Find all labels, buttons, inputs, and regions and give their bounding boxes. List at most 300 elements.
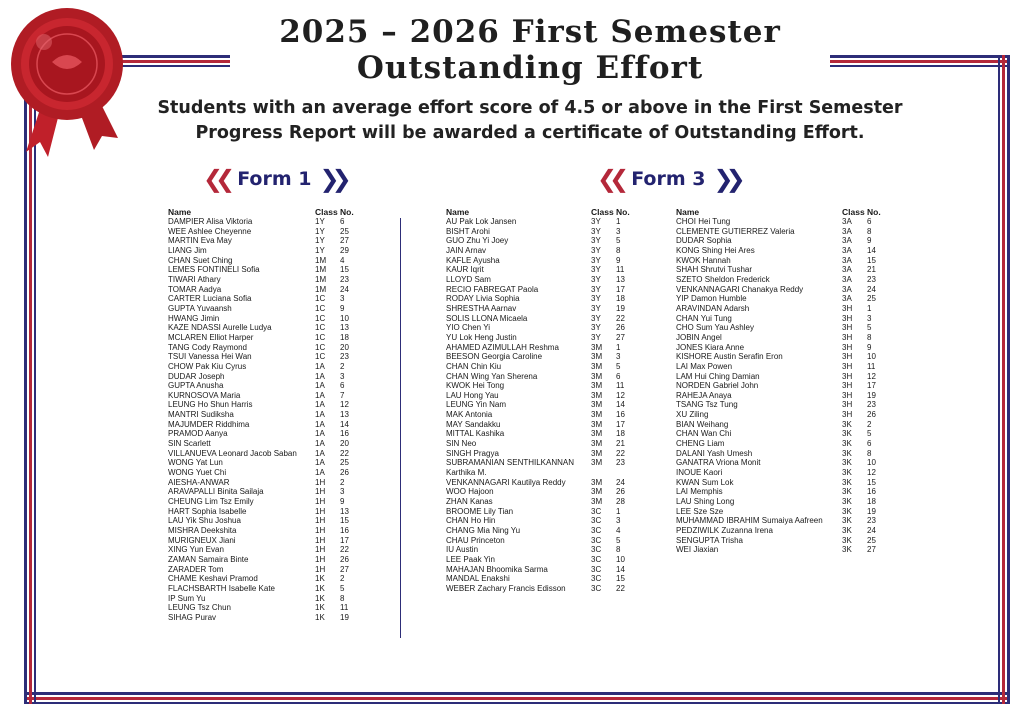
form-3-label: Form 3: [631, 168, 706, 190]
student-number: 25: [867, 294, 876, 304]
header-class: Class: [315, 207, 338, 217]
student-class: 3C: [591, 535, 602, 545]
student-class: 1A: [315, 439, 325, 449]
student-class: 1Y: [315, 217, 325, 226]
student-class: 3Y: [591, 332, 601, 342]
student-name: MCLAREN Elliot Harper: [168, 332, 254, 342]
student-class: 3M: [591, 371, 603, 381]
table-row: [446, 545, 640, 555]
table-row: [676, 478, 891, 488]
student-class: 3K: [842, 458, 852, 468]
form-1-label: Form 1: [237, 168, 312, 190]
student-number: 17: [867, 381, 876, 391]
table-row: [676, 314, 891, 324]
student-name: MITTAL Kashika: [446, 429, 505, 439]
student-name: MAK Antonia: [446, 410, 493, 420]
student-number: 9: [340, 497, 345, 507]
student-name: JAIN Arnav: [446, 245, 487, 255]
table-row: [446, 265, 640, 275]
table-row: [168, 323, 364, 333]
student-class: 1H: [315, 477, 326, 487]
student-name: RECIO FABREGAT Paola: [446, 284, 539, 294]
student-class: 1C: [315, 313, 326, 323]
student-name: LAI Memphis: [676, 487, 723, 497]
table-row: [168, 487, 364, 497]
student-name: CHAN Chin Kiu: [446, 361, 502, 371]
wax-seal-icon: [4, 2, 134, 162]
student-class: 1A: [315, 468, 325, 478]
table-row: [446, 362, 640, 372]
student-number: 5: [616, 535, 621, 545]
table-row: [168, 594, 364, 604]
student-class: 1A: [315, 371, 325, 381]
table-row: [168, 236, 364, 246]
student-name: SUBRAMANIAN SENTHILKANNAN: [446, 458, 575, 468]
student-number: 6: [616, 371, 621, 381]
student-number: 13: [340, 323, 349, 333]
table-row: [168, 507, 364, 517]
header-no: No.: [867, 207, 881, 217]
student-class: 3Y: [591, 226, 601, 236]
table-row: [168, 545, 364, 555]
student-number: 18: [340, 332, 349, 342]
student-class: 1C: [315, 352, 326, 362]
table-row: [168, 372, 364, 382]
table-row: [676, 516, 891, 526]
table-row: [168, 227, 364, 237]
student-class: [591, 468, 616, 478]
table-row: [168, 362, 364, 372]
student-class: 1Y: [315, 236, 325, 246]
student-number: 15: [867, 477, 876, 487]
table-row: [446, 333, 640, 343]
subtitle: [120, 96, 940, 146]
student-class: 3H: [842, 332, 853, 342]
student-name: DALANI Yash Umesh: [676, 448, 753, 458]
student-number: 23: [340, 352, 349, 362]
student-class: 3A: [842, 284, 852, 294]
student-class: 3A: [842, 274, 852, 284]
table-header-row: [168, 207, 364, 217]
student-name: KONG Shing Hei Ares: [676, 245, 755, 255]
bottom-border-red: [24, 697, 1010, 700]
student-name: IU Austin: [446, 545, 479, 555]
student-number: 2: [867, 419, 872, 429]
table-row: [676, 362, 891, 372]
table-row: [676, 545, 891, 555]
student-class: 3Y: [591, 323, 601, 333]
student-number: 9: [867, 236, 872, 246]
student-name: MAJUMDER Riddhima: [168, 419, 250, 429]
student-class: 1M: [315, 274, 327, 284]
student-class: 3Y: [591, 284, 601, 294]
table-row: [676, 400, 891, 410]
student-class: 1C: [315, 323, 326, 333]
student-name: FLACHSBARTH Isabelle Kate: [168, 583, 276, 593]
table-row: [446, 275, 640, 285]
student-name: WOO Hajoon: [446, 487, 494, 497]
student-number: 6: [340, 217, 345, 226]
table-row: [446, 497, 640, 507]
table-row: [168, 516, 364, 526]
student-class: 3A: [842, 265, 852, 275]
table-row: [446, 314, 640, 324]
student-number: 23: [867, 516, 876, 526]
student-name: WONG Yuet Chi: [168, 468, 227, 478]
student-class: 1C: [315, 294, 326, 304]
student-name: LEE Sze Sze: [676, 506, 724, 516]
student-number: 4: [616, 526, 621, 535]
student-class: 1K: [315, 603, 325, 613]
student-name: ZARADER Tom: [168, 564, 224, 574]
student-number: 5: [867, 323, 872, 333]
student-name: LEUNG Yin Nam: [446, 400, 507, 410]
student-name: BISHT Arohi: [446, 226, 490, 236]
bottom-border-navy: [24, 692, 1010, 695]
student-number: 14: [616, 400, 625, 410]
table-row: [446, 352, 640, 362]
table-row: [168, 381, 364, 391]
table-row: [168, 304, 364, 314]
student-class: 1H: [315, 487, 326, 497]
table-row: [676, 285, 891, 295]
table-row: [168, 410, 364, 420]
student-number: 27: [340, 564, 349, 574]
table-row: [168, 468, 364, 478]
student-name: LAU Yik Shu Joshua: [168, 516, 241, 526]
student-name: JONES Kiara Anne: [676, 342, 745, 352]
student-name: CHOW Pak Kiu Cyrus: [168, 361, 247, 371]
student-number: 13: [340, 410, 349, 420]
table-row: [168, 478, 364, 488]
student-name: GUO Zhu Yi Joey: [446, 236, 509, 246]
form-3-table-left: [446, 207, 640, 594]
table-row: [676, 497, 891, 507]
student-class: 3K: [842, 497, 852, 507]
student-name: MARTIN Eva May: [168, 236, 232, 246]
student-name: TANG Cody Raymond: [168, 342, 247, 352]
student-class: 1H: [315, 516, 326, 526]
student-class: 1H: [315, 506, 326, 516]
student-name: ZAMAN Samaira Binte: [168, 554, 249, 564]
student-class: 1K: [315, 583, 325, 593]
table-row: [446, 381, 640, 391]
table-row: [168, 343, 364, 353]
student-number: 24: [340, 284, 349, 294]
student-number: 1: [616, 217, 621, 226]
student-number: 5: [867, 429, 872, 439]
table-row: [446, 256, 640, 266]
student-number: 13: [616, 274, 625, 284]
student-class: 3K: [842, 448, 852, 458]
student-class: 3Y: [591, 294, 601, 304]
student-class: 3K: [842, 477, 852, 487]
student-number: 23: [867, 400, 876, 410]
student-name: YIP Damon Humble: [676, 294, 747, 304]
table-row: [446, 391, 640, 401]
table-row: [446, 487, 640, 497]
table-row: [676, 487, 891, 497]
student-name: KWOK Hei Tong: [446, 381, 505, 391]
table-row: [446, 555, 640, 565]
table-row: [676, 449, 891, 459]
student-name: KISHORE Austin Serafin Eron: [676, 352, 783, 362]
student-class: 3K: [842, 419, 852, 429]
student-number: 19: [616, 303, 625, 313]
student-name: CHAN Yui Tung: [676, 313, 732, 323]
student-number: 26: [340, 554, 349, 564]
table-row: [446, 420, 640, 430]
student-name: KURNOSOVA Maria: [168, 390, 241, 400]
table-row: [446, 468, 640, 478]
student-number: 6: [867, 217, 872, 226]
header-name: Name: [446, 207, 470, 217]
table-row: [168, 613, 364, 623]
table-header-row: [676, 207, 891, 217]
table-row: [446, 429, 640, 439]
student-number: 14: [340, 419, 349, 429]
student-number: 2: [340, 477, 345, 487]
table-row: [168, 333, 364, 343]
table-row: [446, 565, 640, 575]
student-name: LIANG Jim: [168, 245, 207, 255]
student-number: 15: [340, 516, 349, 526]
student-number: 3: [340, 487, 345, 497]
student-name: SOLIS LLONA Micaela: [446, 313, 528, 323]
student-class: 1H: [315, 526, 326, 535]
student-class: 3A: [842, 236, 852, 246]
student-number: 26: [867, 410, 876, 420]
table-row: [168, 584, 364, 594]
student-class: 3K: [842, 468, 852, 478]
table-row: [446, 217, 640, 227]
student-name: MANTRI Sudiksha: [168, 410, 234, 420]
student-name: KAFLE Ayusha: [446, 255, 500, 265]
student-class: 3C: [591, 554, 602, 564]
title-line-2: Outstanding Effort: [356, 50, 704, 86]
student-name: CHAU Princeton: [446, 535, 505, 545]
student-class: 1H: [315, 535, 326, 545]
student-class: 3H: [842, 303, 853, 313]
table-row: [446, 227, 640, 237]
student-number: 17: [616, 284, 625, 294]
student-class: 3M: [591, 352, 603, 362]
student-class: 3M: [591, 487, 603, 497]
student-name: AIESHA-ANWAR: [168, 477, 230, 487]
student-number: 3: [867, 313, 872, 323]
student-number: 3: [340, 294, 345, 304]
student-class: 3M: [591, 439, 603, 449]
table-row: [446, 400, 640, 410]
student-name: CHAN Wing Yan Sherena: [446, 371, 538, 381]
student-class: 3Y: [591, 274, 601, 284]
student-number: 7: [340, 390, 345, 400]
student-number: 11: [616, 381, 625, 391]
student-name: RODAY Livia Sophia: [446, 294, 520, 304]
student-name: INOUE Kaori: [676, 468, 723, 478]
student-class: 3K: [842, 526, 852, 535]
student-number: 20: [340, 342, 349, 352]
student-name: WEBER Zachary Francis Edisson: [446, 583, 566, 593]
student-class: 1A: [315, 458, 325, 468]
title-line-1: 2025 – 2026 First Semester: [279, 14, 781, 50]
student-name: CHENG Liam: [676, 439, 725, 449]
student-class: 1K: [315, 612, 325, 622]
student-name: SZETO Sheldon Frederick: [676, 274, 770, 284]
table-row: [168, 275, 364, 285]
student-number: 28: [616, 497, 625, 507]
student-number: 12: [867, 468, 876, 478]
student-class: 3H: [842, 352, 853, 362]
student-name: TSUI Vanessa Hei Wan: [168, 352, 252, 362]
student-number: [616, 468, 640, 478]
student-number: 13: [340, 506, 349, 516]
student-class: 3H: [842, 342, 853, 352]
student-number: 22: [616, 313, 625, 323]
table-row: [168, 497, 364, 507]
table-row: [676, 323, 891, 333]
student-name: SIN Neo: [446, 439, 477, 449]
student-name: NORDEN Gabriel John: [676, 381, 759, 391]
student-class: 1C: [315, 303, 326, 313]
table-row: [446, 584, 640, 594]
chevron-right-icon: ❯❯: [319, 165, 344, 193]
student-class: 3H: [842, 381, 853, 391]
student-name: KWOK Hannah: [676, 255, 731, 265]
student-class: 3C: [591, 574, 602, 584]
student-number: 9: [616, 255, 621, 265]
table-row: [676, 256, 891, 266]
student-number: 2: [340, 361, 345, 371]
table-row: [446, 439, 640, 449]
student-name: Karthika M.: [446, 468, 487, 478]
table-row: [168, 217, 364, 227]
student-name: DUDAR Joseph: [168, 371, 225, 381]
student-name: GUPTA Anusha: [168, 381, 224, 391]
table-row: [446, 526, 640, 536]
student-name: TOMAR Aadya: [168, 284, 222, 294]
student-number: 8: [867, 226, 872, 236]
student-number: 14: [867, 245, 876, 255]
table-row: [676, 526, 891, 536]
table-row: [676, 352, 891, 362]
page-title: [230, 14, 830, 86]
student-name: RAHEJA Anaya: [676, 390, 732, 400]
table-row: [446, 294, 640, 304]
student-name: AU Pak Lok Jansen: [446, 217, 517, 226]
table-row: [676, 458, 891, 468]
student-name: CARTER Luciana Sofia: [168, 294, 252, 304]
table-row: [168, 439, 364, 449]
student-name: XU Ziling: [676, 410, 709, 420]
student-class: 3C: [591, 564, 602, 574]
student-number: 16: [340, 429, 349, 439]
student-name: BEESON Georgia Caroline: [446, 352, 543, 362]
student-name: MISHRA Deekshita: [168, 526, 237, 535]
student-name: KAUR Iqrit: [446, 265, 484, 275]
student-class: 3K: [842, 535, 852, 545]
table-row: [676, 227, 891, 237]
student-name: WEI Jiaxian: [676, 545, 719, 555]
student-name: KWAN Sum Lok: [676, 477, 734, 487]
student-number: 5: [616, 361, 621, 371]
right-border-red: [1002, 55, 1005, 704]
student-number: 17: [340, 535, 349, 545]
student-class: 3M: [591, 419, 603, 429]
table-row: [676, 275, 891, 285]
student-number: 23: [867, 274, 876, 284]
chevron-right-icon: ❯❯: [713, 165, 738, 193]
table-row: [168, 555, 364, 565]
student-class: 1A: [315, 429, 325, 439]
student-number: 22: [340, 448, 349, 458]
table-row: [676, 507, 891, 517]
student-name: TIWARI Athary: [168, 274, 221, 284]
student-name: ARAVINDAN Adarsh: [676, 303, 750, 313]
student-class: 3M: [591, 477, 603, 487]
student-name: PRAMOD Aanya: [168, 429, 228, 439]
student-number: 19: [867, 390, 876, 400]
header-no: No.: [616, 207, 630, 217]
student-class: 3M: [591, 390, 603, 400]
student-number: 8: [340, 593, 345, 603]
header-name: Name: [676, 207, 700, 217]
student-class: 1K: [315, 593, 325, 603]
table-row: [676, 372, 891, 382]
student-class: 3A: [842, 255, 852, 265]
student-class: 3C: [591, 583, 602, 593]
student-number: 9: [340, 303, 345, 313]
column-divider: [400, 218, 401, 638]
form-3-heading: [597, 165, 738, 193]
student-number: 23: [340, 274, 349, 284]
student-name: MAY Sandakku: [446, 419, 501, 429]
student-number: 18: [616, 429, 625, 439]
student-number: 20: [340, 439, 349, 449]
student-number: 22: [340, 545, 349, 555]
table-row: [446, 372, 640, 382]
student-number: 3: [616, 226, 621, 236]
student-number: 4: [340, 255, 345, 265]
header-class: Class: [842, 207, 865, 217]
student-number: 25: [340, 226, 349, 236]
student-name: KAZE NDASSI Aurelle Ludya: [168, 323, 272, 333]
student-number: 24: [616, 477, 625, 487]
student-class: 3M: [591, 381, 603, 391]
table-row: [446, 236, 640, 246]
student-number: 5: [616, 236, 621, 246]
student-name: SHAH Shrutvi Tushar: [676, 265, 753, 275]
student-class: 1M: [315, 284, 327, 294]
student-name: LLOYD Sam: [446, 274, 491, 284]
table-row: [168, 458, 364, 468]
student-name: LEUNG Tsz Chun: [168, 603, 231, 613]
student-class: 3K: [842, 516, 852, 526]
student-class: 3K: [842, 429, 852, 439]
student-number: 16: [340, 526, 349, 535]
student-class: 3H: [842, 371, 853, 381]
student-name: LEE Paak Yin: [446, 554, 495, 564]
student-name: LAM Hui Ching Damian: [676, 371, 760, 381]
table-row: [676, 391, 891, 401]
student-number: 11: [616, 265, 625, 275]
student-number: 10: [867, 458, 876, 468]
student-class: 3C: [591, 506, 602, 516]
table-row: [168, 429, 364, 439]
student-class: 3M: [591, 448, 603, 458]
student-name: MANDAL Enakshi: [446, 574, 510, 584]
student-number: 8: [867, 332, 872, 342]
